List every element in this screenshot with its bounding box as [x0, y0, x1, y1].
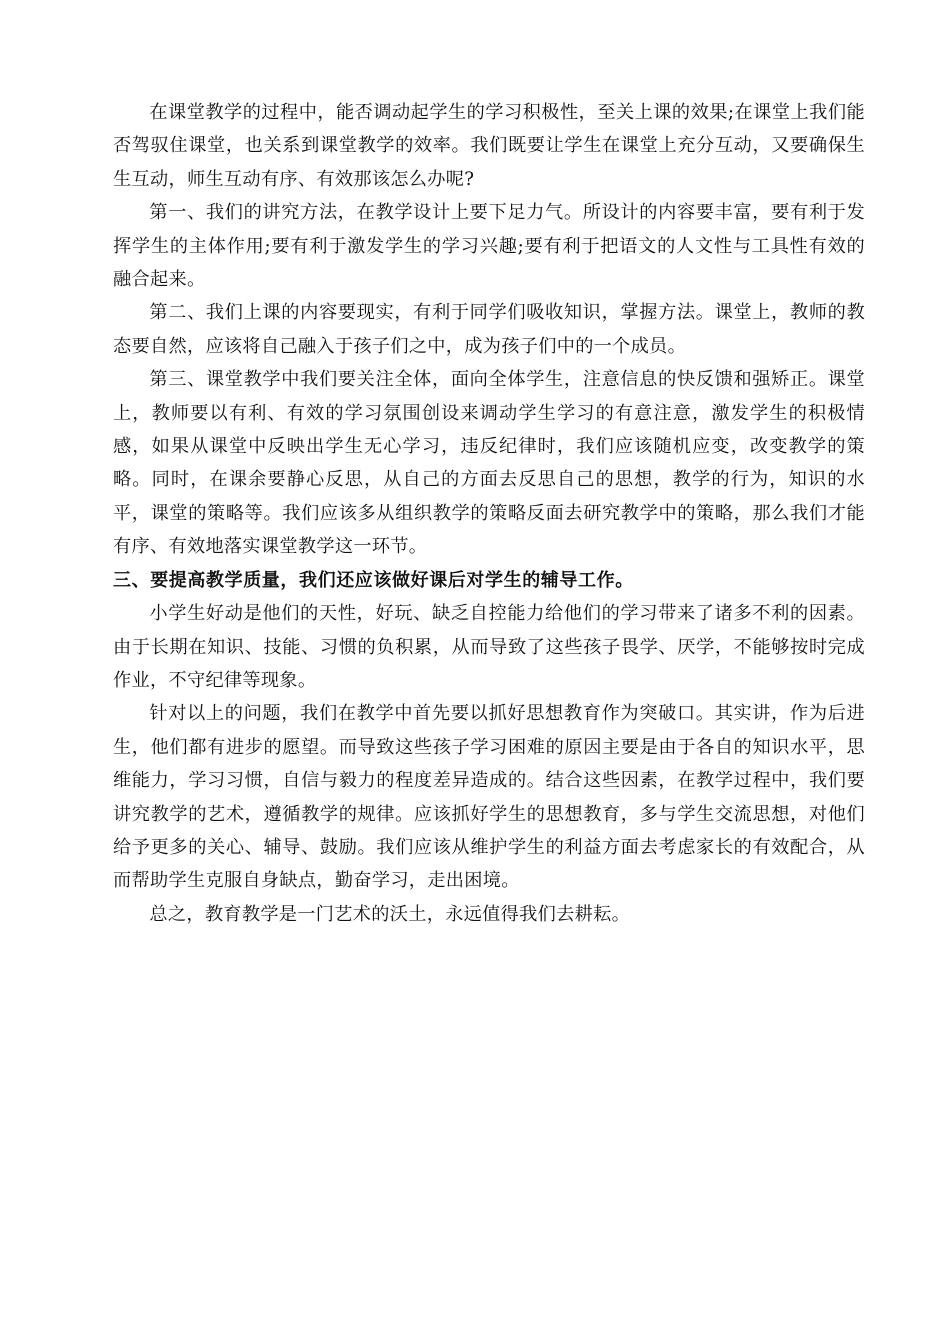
- section-heading-three: 三、要提高教学质量，我们还应该做好课后对学生的辅导工作。: [113, 569, 634, 591]
- paragraph-point-three: 第三、课堂教学中我们要关注全体，面向全体学生，注意信息的快反馈和强矫正。课堂上，教师要以有利、有效的学习氛围创设来调动学生学习的有意注意，激发学生的积极情感，如果从课堂中反映出学生无心学习，违反纪律时，我们应该随机应变，改变教学的策略。同时，在课余要静心反思，从自己的方面去反思自己的思想，教学的行为，知识的水平，课堂的策略等。我们应该多从组织教学的策略反面去研究教学中的策略，那么我们才能有序、有效地落实课堂教学这一环节。: [113, 369, 865, 558]
- paragraph-students-nature: 小学生好动是他们的天性，好玩、缺乏自控能力给他们的学习带来了诸多不利的因素。由于长期在知识、技能、习惯的负积累，从而导致了这些孩子畏学、厌学，不能够按时完成作业，不守纪律等现象。: [113, 603, 865, 691]
- paragraph-conclusion: 总之，教育教学是一门艺术的沃土，永远值得我们去耕耘。: [149, 903, 631, 925]
- paragraph-solution: 针对以上的问题，我们在教学中首先要以抓好思想教育作为突破口。其实讲，作为后进生，他们都有进步的愿望。而导致这些孩子学习困难的原因主要是由于各自的知识水平，思维能力，学习习惯，自信与毅力的程度差异造成的。结合这些因素，在教学过程中，我们要讲究教学的艺术，遵循教学的规律。应该抓好学生的思想教育，多与学生交流思想，对他们给予更多的关心、辅导、鼓励。我们应该从维护学生的利益方面去考虑家长的有效配合，从而帮助学生克服自身缺点，勤奋学习，走出困境。: [113, 703, 865, 892]
- document-page: [113, 96, 865, 931]
- paragraph-point-two: 第二、我们上课的内容要现实，有利于同学们吸收知识，掌握方法。课堂上，教师的教态要自然，应该将自己融入于孩子们之中，成为孩子们中的一个成员。: [113, 302, 865, 357]
- paragraph-intro: 在课堂教学的过程中，能否调动起学生的学习积极性，至关上课的效果;在课堂上我们能否驾驭住课堂，也关系到课堂教学的效率。我们既要让学生在课堂上充分互动，又要确保生生互动，师生互动有序、有效那该怎么办呢?: [113, 102, 865, 190]
- paragraph-point-one: 第一、我们的讲究方法，在教学设计上要下足力气。所设计的内容要丰富，要有利于发挥学生的主体作用;要有利于激发学生的学习兴趣;要有利于把语文的人文性与工具性有效的融合起来。: [113, 202, 865, 291]
